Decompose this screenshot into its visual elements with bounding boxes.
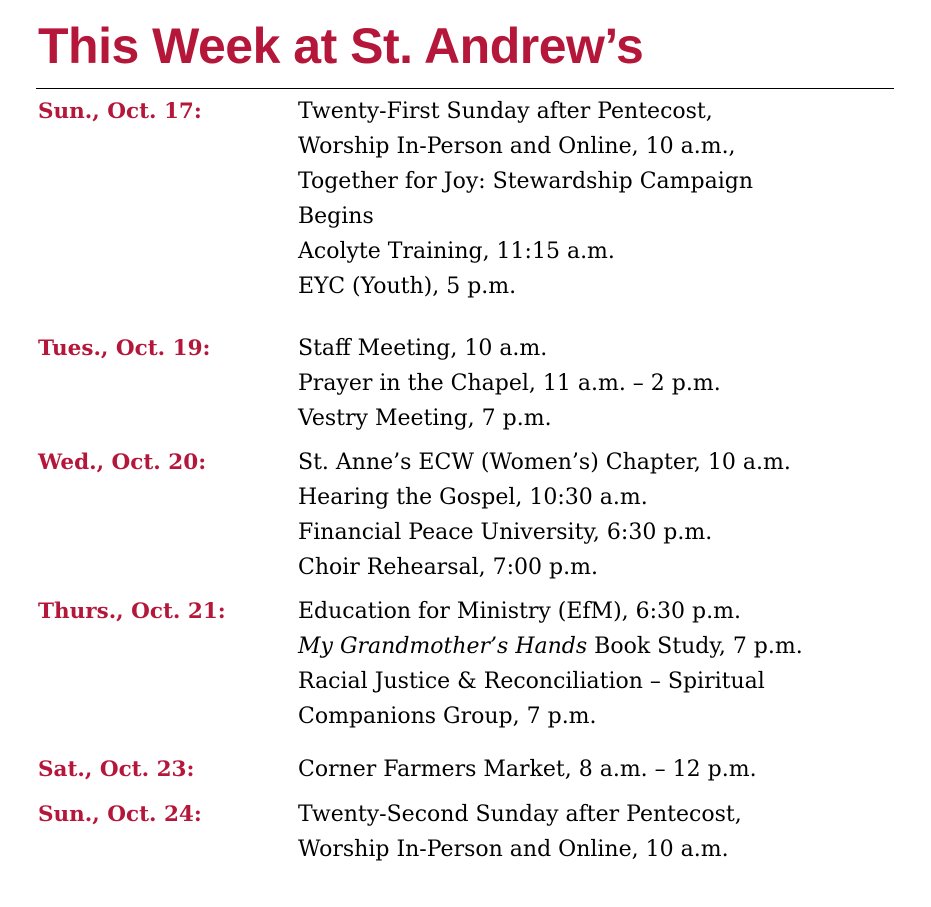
day-events bbox=[298, 594, 898, 734]
day-events bbox=[298, 331, 898, 436]
event-line bbox=[298, 629, 898, 664]
day-tues-oct-19 bbox=[38, 331, 296, 366]
event-line: Twenty-Second Sunday after Pentecost, bbox=[298, 802, 742, 827]
event-line: Vestry Meeting, 7 p.m. bbox=[298, 406, 552, 431]
event-line: Together for Joy: Stewardship Campaign bbox=[298, 169, 753, 194]
event-line: Staff Meeting, 10 a.m. bbox=[298, 336, 548, 361]
day-events bbox=[298, 797, 898, 867]
day-thurs-oct-21 bbox=[38, 594, 296, 629]
event-line: Hearing the Gospel, 10:30 a.m. bbox=[298, 485, 648, 510]
event-line: Corner Farmers Market, 8 a.m. – 12 p.m. bbox=[298, 757, 757, 782]
book-title: My Grandmother’s Hands bbox=[298, 634, 588, 659]
day-date: Sun., Oct. 17: bbox=[38, 99, 202, 124]
day-date: Thurs., Oct. 21: bbox=[38, 599, 226, 624]
event-line: Begins bbox=[298, 204, 374, 229]
event-line: EYC (Youth), 5 p.m. bbox=[298, 274, 517, 299]
day-date: Sun., Oct. 24: bbox=[38, 802, 202, 827]
day-sun-oct-24 bbox=[38, 797, 296, 832]
page-title: This Week at St. Andrew’s bbox=[38, 18, 644, 74]
event-line: Worship In-Person and Online, 10 a.m. bbox=[298, 837, 729, 862]
event-line: St. Anne’s ECW (Women’s) Chapter, 10 a.m. bbox=[298, 450, 791, 475]
day-sun-oct-17 bbox=[38, 94, 296, 129]
event-line: Acolyte Training, 11:15 a.m. bbox=[298, 239, 615, 264]
day-date: Wed., Oct. 20: bbox=[38, 450, 207, 475]
day-events bbox=[298, 445, 898, 585]
event-line: Racial Justice & Reconciliation – Spiritual bbox=[298, 669, 765, 694]
event-line: Worship In-Person and Online, 10 a.m., bbox=[298, 134, 736, 159]
event-line: Choir Rehearsal, 7:00 p.m. bbox=[298, 555, 598, 580]
title-divider bbox=[36, 88, 894, 89]
day-date: Tues., Oct. 19: bbox=[38, 336, 211, 361]
event-line: Prayer in the Chapel, 11 a.m. – 2 p.m. bbox=[298, 371, 721, 396]
day-wed-oct-20 bbox=[38, 445, 296, 480]
event-line: Financial Peace University, 6:30 p.m. bbox=[298, 520, 713, 545]
event-line: Twenty-First Sunday after Pentecost, bbox=[298, 99, 713, 124]
event-line-rest: Book Study, 7 p.m. bbox=[587, 634, 803, 659]
day-events bbox=[298, 752, 898, 787]
day-date: Sat., Oct. 23: bbox=[38, 757, 195, 782]
event-line: Companions Group, 7 p.m. bbox=[298, 704, 597, 729]
event-line: Education for Ministry (EfM), 6:30 p.m. bbox=[298, 599, 741, 624]
day-events bbox=[298, 94, 898, 304]
day-sat-oct-23 bbox=[38, 752, 296, 787]
